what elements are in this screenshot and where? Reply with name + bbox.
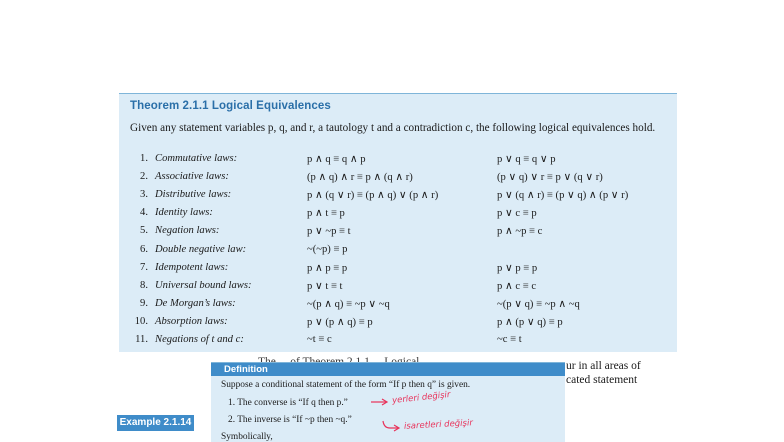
- law-formula-left: ~(p ∧ q) ≡ ~p ∨ ~q: [307, 298, 390, 310]
- background-text-right-1: ur in all areas of: [566, 360, 641, 372]
- law-formula-right: p ∧ c ≡ c: [497, 280, 537, 292]
- law-row: [119, 244, 677, 260]
- handwritten-note-1: yerleri değişir: [391, 389, 451, 407]
- law-number: 9.: [140, 297, 148, 309]
- law-name: Idempotent laws:: [155, 261, 229, 273]
- law-formula-right: p ∨ q ≡ q ∨ p: [497, 154, 556, 165]
- law-formula-left: (p ∧ q) ∧ r ≡ p ∧ (q ∧ r): [307, 172, 413, 184]
- law-number: 7.: [140, 261, 148, 273]
- law-formula-right: p ∨ (q ∧ r) ≡ (p ∨ q) ∧ (p ∨ r): [497, 190, 629, 202]
- law-number: 5.: [140, 225, 148, 237]
- definition-line-inverse: 2. The inverse is “If ~p then ~q.”: [228, 415, 352, 425]
- law-formula-left: ~t ≡ c: [307, 334, 332, 345]
- law-formula-left: p ∨ ~p ≡ t: [307, 226, 351, 238]
- theorem-box: [119, 93, 677, 352]
- law-formula-right: p ∧ ~p ≡ c: [497, 226, 543, 238]
- law-formula-left: p ∧ q ≡ q ∧ p: [307, 154, 366, 165]
- background-text-right-2: cated statement: [566, 374, 638, 386]
- law-number: 10.: [134, 315, 148, 327]
- law-formula-left: p ∧ t ≡ p: [307, 208, 345, 220]
- law-formula-right: ~(p ∨ q) ≡ ~p ∧ ~q: [497, 298, 580, 310]
- law-row: [119, 298, 677, 314]
- law-formula-left: p ∧ (q ∨ r) ≡ (p ∧ q) ∨ (p ∧ r): [307, 190, 439, 202]
- definition-header: [211, 363, 565, 376]
- example-label: Example 2.1.14: [117, 415, 194, 431]
- definition-line-converse: 1. The converse is “If q then p.”: [228, 398, 348, 408]
- law-row: [119, 262, 677, 278]
- law-row: [119, 207, 677, 223]
- law-formula-left: p ∧ p ≡ p: [307, 262, 348, 274]
- definition-title: Definition: [224, 364, 268, 375]
- arrow-icon: [370, 397, 390, 407]
- law-name: Associative laws:: [155, 171, 229, 183]
- law-formula-left: p ∨ t ≡ t: [307, 280, 343, 292]
- theorem-title: Theorem 2.1.1 Logical Equivalences: [130, 100, 331, 112]
- law-number: 1.: [140, 153, 148, 164]
- definition-line-1: Suppose a conditional statement of the form “If p then q” is given.: [221, 380, 471, 390]
- law-name: Distributive laws:: [155, 189, 232, 201]
- law-name: De Morgan’s laws:: [155, 297, 236, 309]
- law-formula-right: p ∨ p ≡ p: [497, 262, 538, 274]
- law-number: 11.: [135, 334, 148, 345]
- law-formula-right: ~c ≡ t: [497, 334, 522, 345]
- law-row: [119, 334, 677, 350]
- law-name: Commutative laws:: [155, 153, 238, 164]
- law-row: [119, 225, 677, 241]
- law-formula-right: (p ∨ q) ∨ r ≡ p ∨ (q ∨ r): [497, 172, 603, 184]
- law-name: Double negative law:: [155, 243, 247, 255]
- law-row: [119, 316, 677, 332]
- law-formula-right: p ∨ c ≡ p: [497, 208, 537, 220]
- law-number: 8.: [140, 279, 148, 291]
- law-row: [119, 171, 677, 187]
- law-row: [119, 153, 677, 169]
- law-name: Absorption laws:: [155, 315, 228, 327]
- law-number: 4.: [140, 207, 148, 219]
- law-formula-left: ~(~p) ≡ p: [307, 243, 348, 255]
- law-formula-right: p ∧ (p ∨ q) ≡ p: [497, 316, 563, 328]
- law-number: 2.: [140, 171, 148, 183]
- law-name: Negation laws:: [155, 225, 220, 237]
- law-formula-left: p ∨ (p ∧ q) ≡ p: [307, 316, 373, 328]
- law-row: [119, 280, 677, 296]
- theorem-intro: Given any statement variables p, q, and r, a tautology t and a contradiction c, the following logical equivalences hold.: [130, 122, 656, 134]
- law-name: Negations of t and c:: [155, 334, 244, 345]
- definition-line-symbolically: Symbolically,: [221, 432, 273, 442]
- law-row: [119, 189, 677, 205]
- law-number: 3.: [140, 189, 148, 201]
- handwritten-note-2: isaretleri değişir: [403, 418, 474, 432]
- arrow-icon: [382, 418, 402, 432]
- law-number: 6.: [140, 243, 148, 255]
- law-name: Identity laws:: [155, 207, 213, 219]
- law-name: Universal bound laws:: [155, 279, 252, 291]
